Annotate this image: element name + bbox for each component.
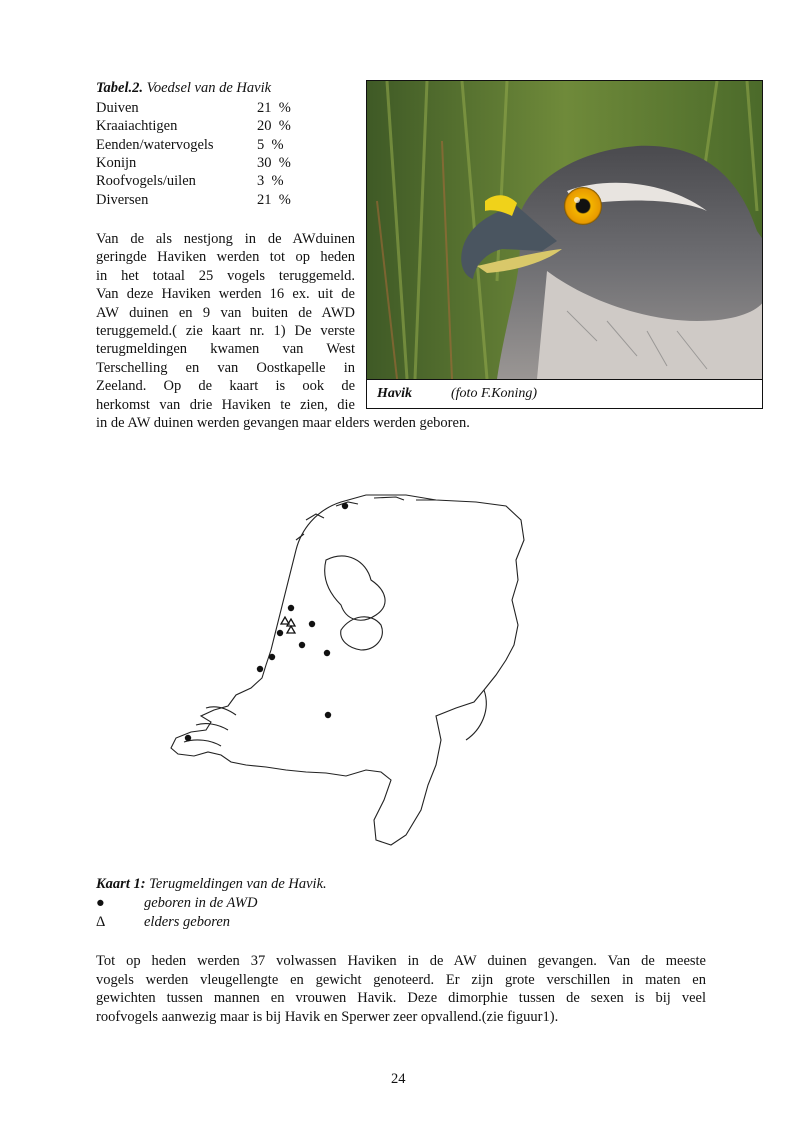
text-line: Van de als nestjong in de AWduinen (96, 231, 355, 247)
text-line: vogels werden vleugellengte en gewicht genoteerd. Er zijn grote verschillen in maten en (96, 971, 706, 988)
table-row (96, 191, 356, 209)
photo-caption (367, 379, 762, 408)
table-cell-value: 3 % (257, 173, 284, 190)
table-row (96, 99, 356, 117)
table-cell-value: 21 % (257, 100, 291, 116)
text-line: teruggemeld.( zie kaart nr. 1) De verste (96, 323, 355, 340)
text-line: Terschelling en van Oostkapelle in (96, 359, 355, 376)
dot-icon: ● (96, 895, 105, 911)
marker-dot (309, 621, 315, 627)
map-outline (171, 495, 524, 845)
text-line: terugmeldingen kwamen van West (96, 341, 355, 358)
table-row (96, 136, 356, 154)
photo-caption-title: Havik (377, 386, 412, 401)
marker-dot (277, 630, 283, 636)
paragraph-recoveries (96, 230, 355, 414)
marker-dot (185, 735, 191, 741)
photo-frame (366, 80, 763, 409)
table-cell-label: Konijn (96, 154, 137, 171)
map-markers (185, 503, 348, 741)
marker-dot (269, 654, 275, 660)
table-cell-value: 30 % (257, 154, 291, 171)
table-cell-label: Roofvogels/uilen (96, 173, 196, 190)
text-line: herkomst van drie Haviken te zien, die (96, 396, 355, 413)
table-cell-value: 20 % (257, 118, 291, 135)
marker-triangle (287, 626, 295, 633)
text-line: geringde Haviken werden tot op heden (96, 249, 355, 266)
text-line: Zeeland. Op de kaart is ook de (96, 378, 355, 395)
text-line: AW duinen en 9 van buiten de AWD (96, 304, 355, 321)
map-title: Kaart 1: Terugmeldingen van de Havik. (96, 876, 327, 892)
text-line: roofvogels aanwezig maar is bij Havik en Sperwer zeer opvallend.(zie figuur1). (96, 1008, 559, 1025)
table-row (96, 172, 356, 190)
text-line: in het totaal 25 vogels teruggemeld. (96, 267, 355, 284)
marker-triangle (281, 617, 289, 624)
marker-dot (299, 642, 305, 648)
flevoland (341, 617, 383, 650)
marker-dot (324, 650, 330, 656)
marker-dot (288, 605, 294, 611)
map-triangles (281, 617, 295, 633)
netherlands-map (136, 440, 536, 850)
goshawk-photo (367, 81, 763, 379)
table-cell-label: Diversen (96, 191, 149, 208)
photo-caption-credit: (foto F.Koning) (451, 386, 538, 401)
text-line: Van deze Haviken werden 16 ex. uit de (96, 286, 355, 303)
table-row (96, 117, 356, 135)
page-number: 24 (391, 1071, 406, 1087)
triangle-icon: Δ (96, 914, 106, 930)
marker-dot (257, 666, 263, 672)
paragraph-adult-captures (96, 952, 706, 1026)
marker-dot (342, 503, 348, 509)
table-cell-label: Duiven (96, 100, 139, 116)
ijsselmeer (325, 556, 385, 620)
table-cell-value: 21 % (257, 191, 291, 208)
table-cell-label: Eenden/watervogels (96, 136, 214, 153)
paragraph-recoveries-last-line: in de AW duinen werden gevangen maar elders werden geboren. (96, 415, 470, 431)
table-title: Tabel.2. Voedsel van de Havik (96, 80, 272, 96)
text-line: Tot op heden werden 37 volwassen Haviken in de AW duinen gevangen. Van de meeste (96, 953, 706, 969)
table-row (96, 154, 356, 172)
marker-dot (325, 712, 331, 718)
text-line: gewichten tussen mannen en vrouwen Havik. Deze dimorphie tussen de sexen is bij veel (96, 990, 706, 1007)
table-cell-label: Kraaiachtigen (96, 118, 178, 135)
table-cell-value: 5 % (257, 136, 284, 153)
